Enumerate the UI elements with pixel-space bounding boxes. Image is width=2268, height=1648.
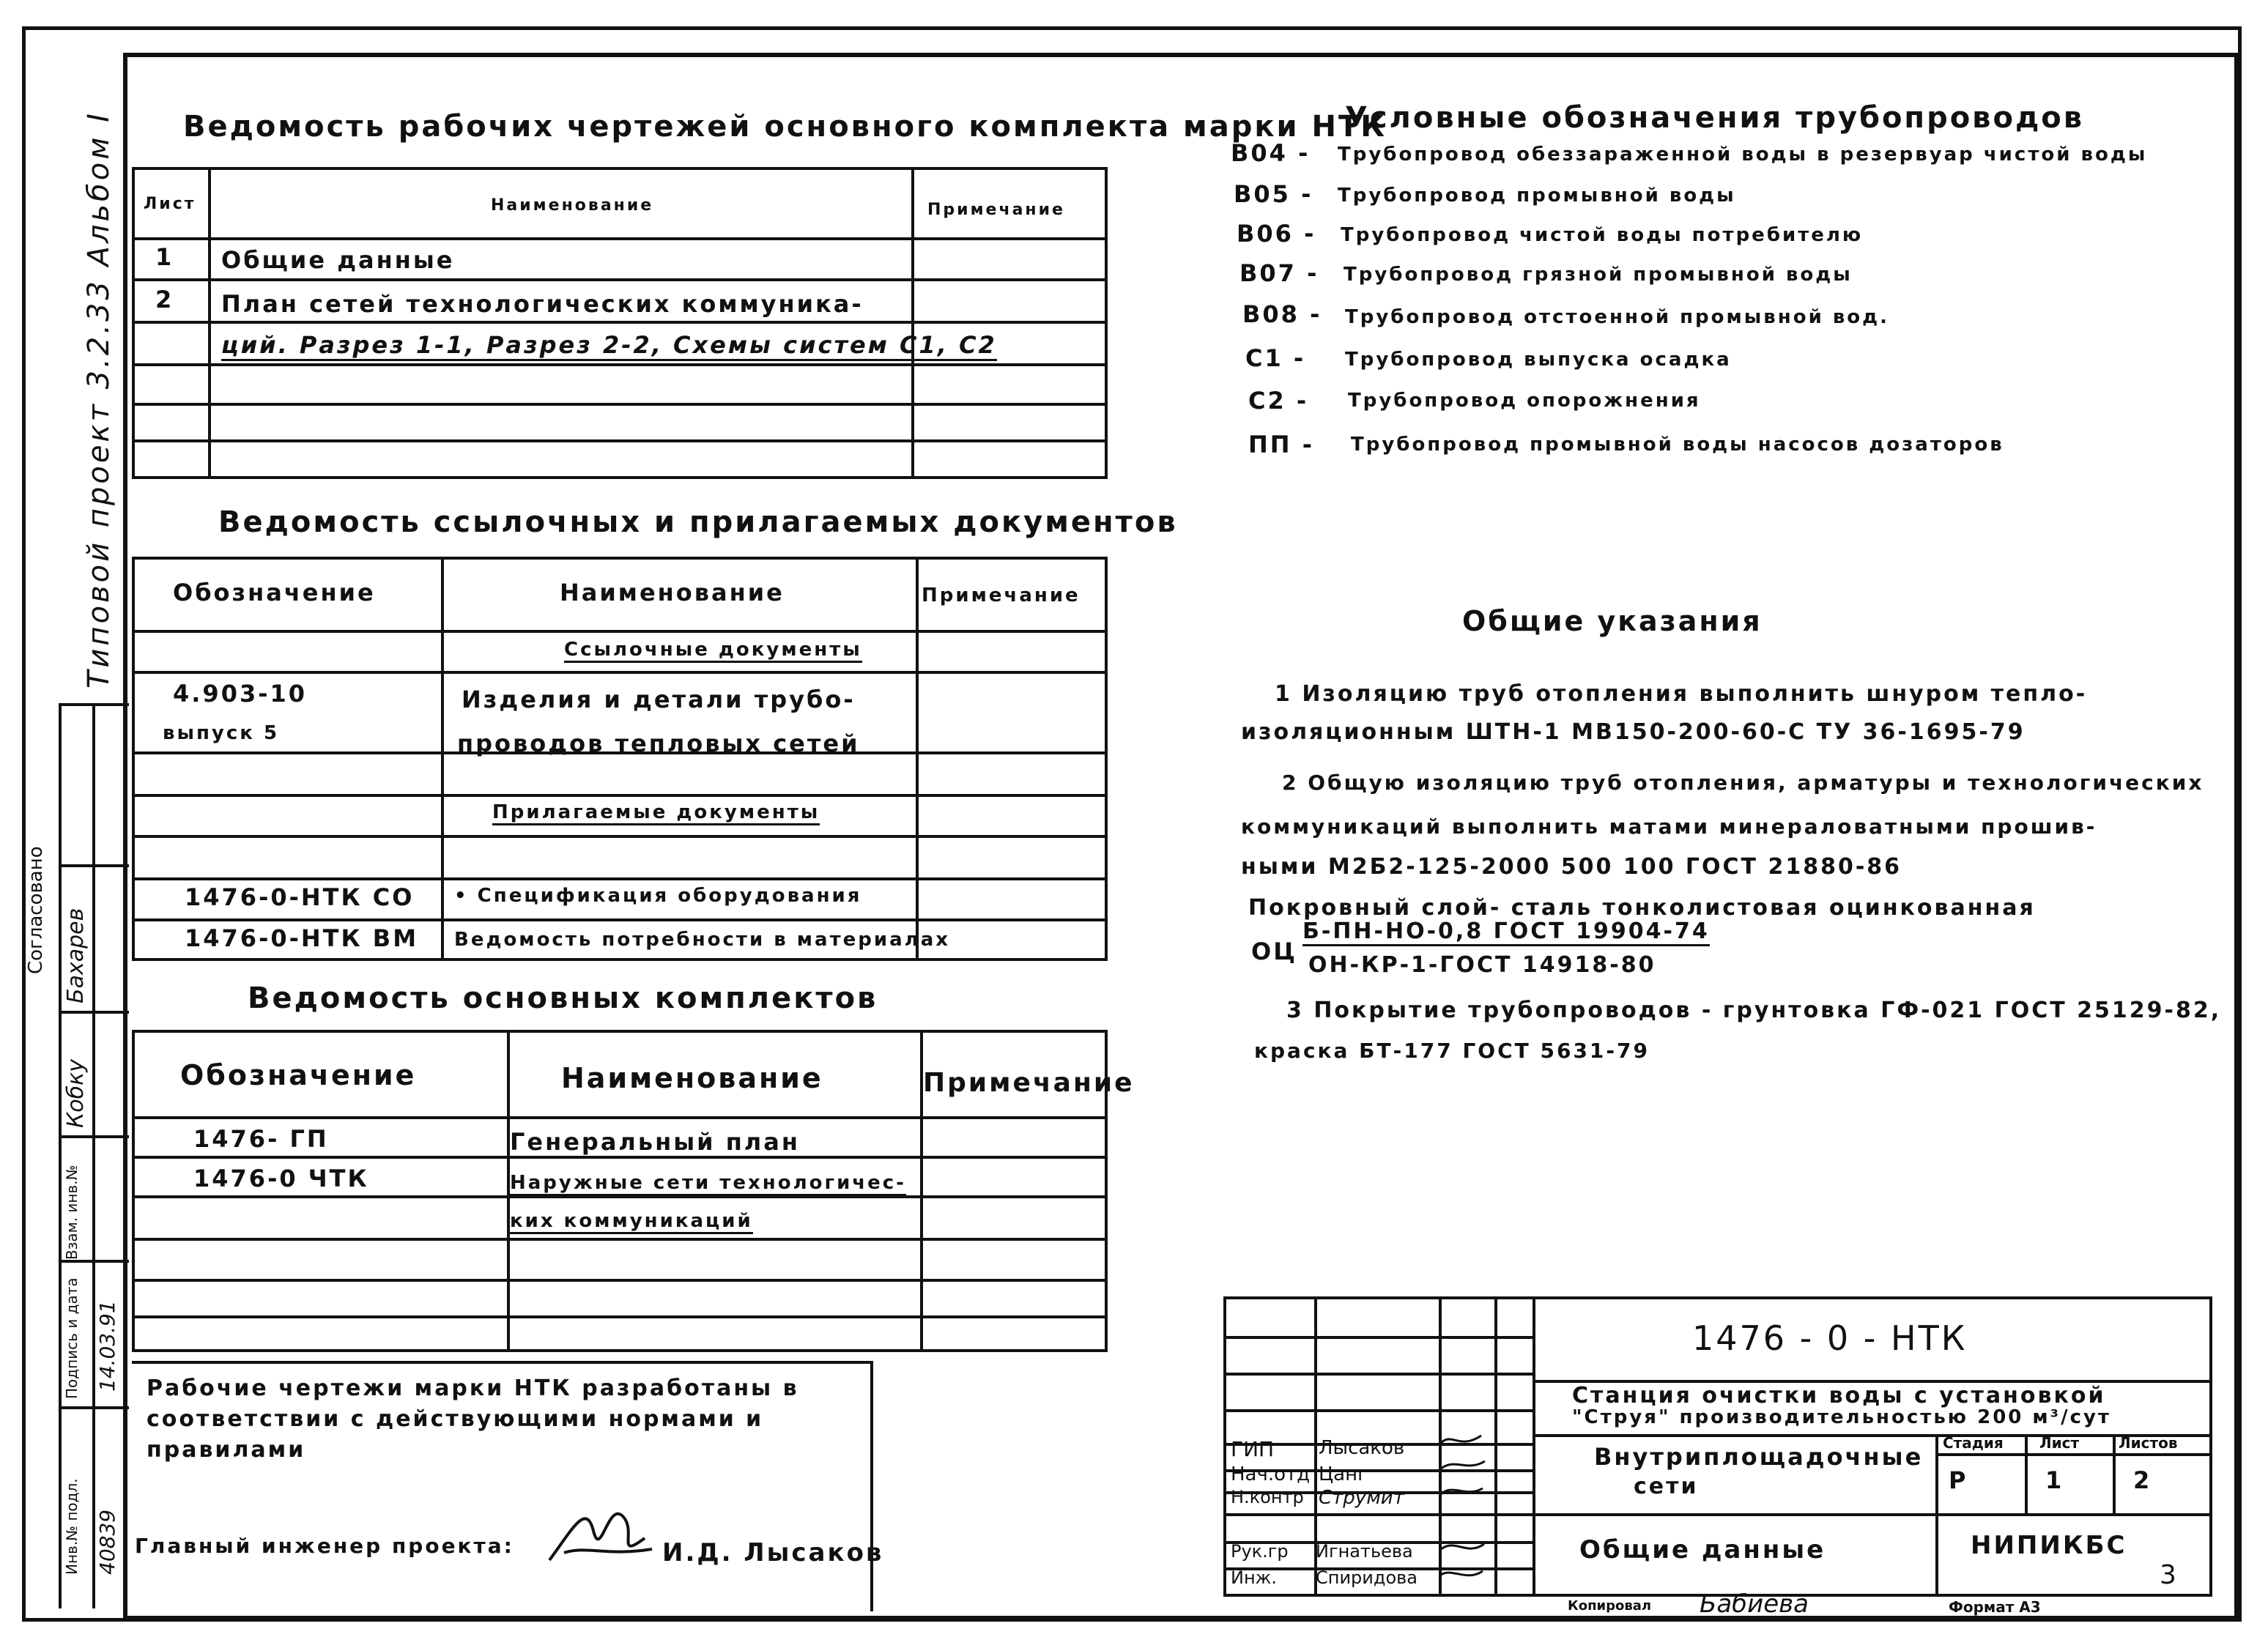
ref-col-name: Наименование <box>560 579 785 606</box>
ref-col-code: Обозначение <box>173 579 376 606</box>
col-header-note: Примечание <box>927 201 1065 219</box>
general-p1a: 1 Изоляцию труб отопления выполнить шнуром тепло- <box>1275 681 2088 707</box>
legend-code: В05 - <box>1234 180 1313 208</box>
ref-row-3-code: 1476-0-НТК ВМ <box>185 924 419 952</box>
legend-text: Трубопровод выпуска осадка <box>1345 349 1732 371</box>
sheet-row-1-name: Общие данные <box>221 246 455 274</box>
legend-title: Условные обозначения трубопроводов <box>1345 101 2085 135</box>
role-gip: ГИП <box>1231 1437 1275 1461</box>
legend-text: Трубопровод грязной промывной воды <box>1344 264 1853 286</box>
general-p2e-den: ОН-КР-1-ГОСТ 14918-80 <box>1308 952 1656 978</box>
sets-row-1-code: 1476- ГП <box>193 1125 329 1153</box>
general-title: Общие указания <box>1462 605 1763 637</box>
general-p2a: 2 Общую изоляцию труб отопления, арматуры и технологических <box>1282 771 2204 795</box>
sets-col-note: Примечание <box>923 1068 1135 1098</box>
name-eng: Спиридова <box>1316 1567 1418 1588</box>
legend-text: Трубопровод промывной воды <box>1338 185 1736 207</box>
chief-name: И.Д. Лысаков <box>662 1538 884 1567</box>
legend-code: ПП - <box>1248 431 1314 459</box>
sign-date-label: Подпись и дата <box>63 1277 81 1399</box>
sheet-row-2-num: 2 <box>155 286 174 313</box>
ref-row-1-code: 4.903-10 <box>173 680 308 708</box>
general-p1b: изоляционным ШТН-1 МВ150-200-60-С ТУ 36-1695-79 <box>1241 719 2026 745</box>
name-group: Игнатьева <box>1316 1541 1413 1562</box>
chief-label: Главный инженер проекта: <box>135 1534 514 1558</box>
org-name: НИПИКБС <box>1971 1531 2127 1560</box>
role-head: Нач.отд <box>1231 1463 1311 1485</box>
side-name-1: Бахарев <box>63 907 89 1003</box>
col-header-sheet: Лист <box>144 195 196 213</box>
sheet-row-2-name-cont: ций. Разрез 1-1, Разрез 2-2, Схемы систем С1, С2 <box>221 331 997 361</box>
col-header-name: Наименование <box>491 196 654 215</box>
general-p2e-num: Б-ПН-НО-0,8 ГОСТ 19904-74 <box>1302 918 1710 946</box>
page-number: 3 <box>2160 1560 2176 1590</box>
sheet-row-1-num: 1 <box>155 243 174 271</box>
legend-code: В04 - <box>1231 139 1311 167</box>
ref-section-1: Ссылочные документы <box>564 639 862 663</box>
station-line-2: "Струя" производительностью 200 м³/сут <box>1572 1406 2111 1428</box>
legend-code: С2 - <box>1248 387 1309 415</box>
sets-row-2-name2: ких коммуникаций <box>510 1210 753 1234</box>
legend-code: В07 - <box>1239 259 1319 287</box>
sheet-row-2-name: План сетей технологических коммуника- <box>221 290 864 318</box>
ref-row-3-name: Ведомость потребности в материалах <box>454 929 951 951</box>
general-p2e-prefix: ОЦ <box>1251 938 1297 965</box>
sub-inv-label: Взам. инв.№ <box>63 1165 81 1260</box>
general-p2d: Покровный слой- сталь тонколистовая оцинкованная <box>1248 895 2036 921</box>
role-group: Рук.гр <box>1231 1541 1289 1562</box>
sheet-title: Общие данные <box>1579 1535 1826 1565</box>
legend-text: Трубопровод обеззараженной воды в резервуар чистой воды <box>1338 144 2148 166</box>
inv-label: Инв.№ подл. <box>63 1478 81 1575</box>
role-norm: Н.контр <box>1231 1487 1304 1507</box>
side-stamp-table <box>59 703 126 1608</box>
section-title-2: сети <box>1634 1474 1699 1499</box>
side-name-2: Кобку <box>63 1058 89 1128</box>
name-head: Цанг <box>1319 1463 1368 1485</box>
legend-text: Трубопровод чистой воды потребителю <box>1341 224 1864 246</box>
name-gip: Лысаков <box>1319 1437 1405 1459</box>
general-p3a: 3 Покрытие трубопроводов - грунтовка ГФ-021 ГОСТ 25129-82, <box>1286 998 2222 1023</box>
sheet-list-title: Ведомость рабочих чертежей основного комплекта марки НТК <box>183 110 1387 144</box>
note-line-1: Рабочие чертежи марки НТК разработаны в <box>147 1376 799 1401</box>
name-norm: Струмит <box>1319 1487 1404 1509</box>
ref-row-2-code: 1476-0-НТК СО <box>185 883 415 911</box>
sets-row-2-code: 1476-0 ЧТК <box>193 1165 369 1192</box>
general-p2c: ными М2Б2-125-2000 500 100 ГОСТ 21880-86 <box>1241 854 1902 880</box>
note-line-2: соответствии с действующими нормами и <box>147 1406 764 1432</box>
sheet-header: Лист <box>2039 1434 2080 1452</box>
ref-row-2-name: • Спецификация оборудования <box>454 885 862 907</box>
note-line-3: правилами <box>147 1437 306 1463</box>
legend-code: В06 - <box>1237 220 1316 248</box>
copied-name: Бабиева <box>1700 1589 1809 1619</box>
project-label: Типовой проект 3.2.33 Альбом I <box>82 111 116 688</box>
sets-col-code: Обозначение <box>180 1059 417 1091</box>
legend-text: Трубопровод отстоенной промывной вод. <box>1345 306 1890 328</box>
sets-col-name: Наименование <box>561 1062 823 1094</box>
ref-row-1-name: Изделия и детали трубо- <box>462 686 856 713</box>
legend-code: С1 - <box>1245 344 1306 372</box>
stage-value: Р <box>1949 1466 1968 1494</box>
drawing-code: 1476 - 0 - НТК <box>1692 1318 1968 1358</box>
main-sets-title: Ведомость основных комплектов <box>248 981 878 1015</box>
legend-text: Трубопровод промывной воды насосов дозаторов <box>1351 434 2004 456</box>
sheets-value: 2 <box>2133 1466 2152 1494</box>
ref-docs-title: Ведомость ссылочных и прилагаемых документов <box>218 505 1178 539</box>
ref-section-2: Прилагаемые документы <box>492 801 820 825</box>
copied-label: Копировал <box>1568 1598 1652 1614</box>
ref-col-note: Примечание <box>922 584 1081 606</box>
chief-signature <box>542 1487 659 1582</box>
ref-row-1-name2: проводов тепловых сетей <box>457 730 860 757</box>
ref-row-1-code2: выпуск 5 <box>163 722 280 744</box>
date-value: 14.03.91 <box>95 1300 119 1392</box>
legend-code: В08 - <box>1242 300 1322 328</box>
role-eng: Инж. <box>1231 1567 1277 1588</box>
signatures-column <box>1437 1428 1489 1597</box>
section-title: Внутриплощадочные <box>1594 1443 1924 1471</box>
sheets-header: Листов <box>2119 1434 2178 1452</box>
inv-value: 40839 <box>95 1509 119 1575</box>
sets-row-1-name: Генеральный план <box>510 1128 800 1156</box>
agreed-label: Согласовано <box>25 846 47 974</box>
station-line-1: Станция очистки воды с установкой <box>1572 1383 2106 1408</box>
legend-text: Трубопровод опорожнения <box>1348 390 1701 412</box>
general-p3b: краска БТ-177 ГОСТ 5631-79 <box>1254 1039 1650 1063</box>
general-p2b: коммуникаций выполнить матами минераловатными прошив- <box>1241 814 2097 839</box>
format-label: Формат А3 <box>1949 1598 2041 1616</box>
sets-row-2-name: Наружные сети технологичес- <box>510 1172 906 1196</box>
stage-header: Стадия <box>1943 1434 2004 1452</box>
sheet-value: 1 <box>2045 1466 2064 1494</box>
